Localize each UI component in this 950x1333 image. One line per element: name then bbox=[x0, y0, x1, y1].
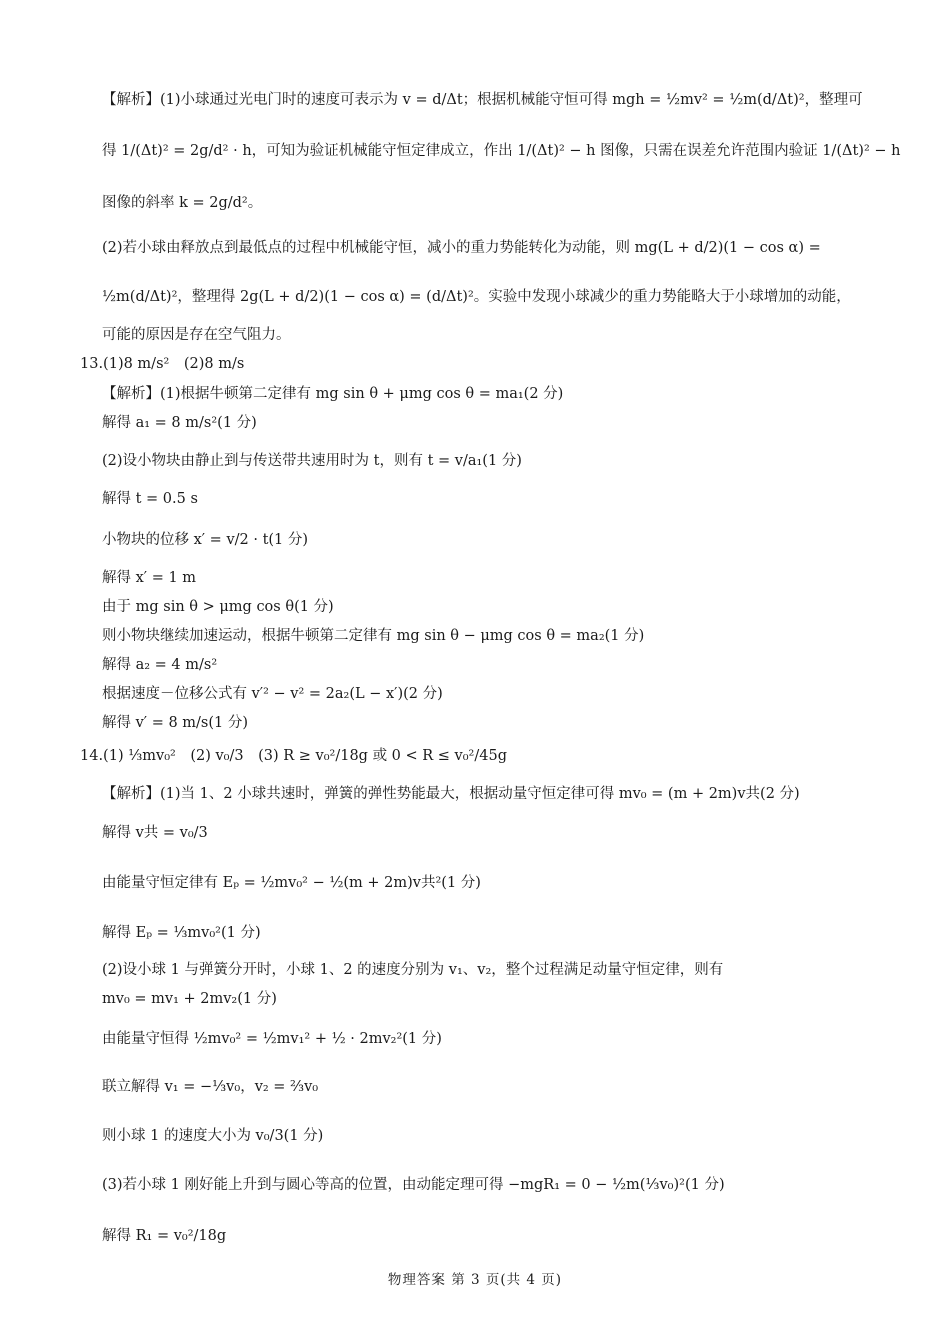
text-line: 图像的斜率 k = 2g/d²。 bbox=[102, 195, 263, 211]
text-line: 可能的原因是存在空气阻力。 bbox=[102, 327, 291, 343]
text-line: (2)若小球由释放点到最低点的过程中机械能守恒，减小的重力势能转化为动能，则 mg(L + d/2)(1 − cos α) = bbox=[102, 240, 821, 256]
text-line: 解得 x′ = 1 m bbox=[102, 570, 197, 586]
text-line: 由于 mg sin θ > μmg cos θ(1 分) bbox=[102, 599, 334, 615]
text-line: 根据速度－位移公式有 v′² − v² = 2a₂(L − x′)(2 分) bbox=[102, 686, 443, 702]
text-line: mv₀ = mv₁ + 2mv₂(1 分) bbox=[102, 991, 277, 1007]
text-line: 【解析】(1)当 1、2 小球共速时，弹簧的弹性势能最大，根据动量守恒定律可得 mv₀ = (m + 2m)v共(2 分) bbox=[102, 786, 800, 802]
text-line: 解得 t = 0.5 s bbox=[102, 491, 198, 507]
question-13-answer: 13.(1)8 m/s² (2)8 m/s bbox=[80, 356, 245, 372]
text-line: 联立解得 v₁ = −⅓v₀，v₂ = ⅔v₀ bbox=[102, 1079, 319, 1095]
text-line: 【解析】(1)小球通过光电门时的速度可表示为 v = d/Δt；根据机械能守恒可得 mgh = ½mv² = ½m(d/Δt)²，整理可 bbox=[102, 92, 863, 108]
question-14-answer: 14.(1) ⅓mv₀² (2) v₀/3 (3) R ≥ v₀²/18g 或 0 < R ≤ v₀²/45g bbox=[80, 748, 507, 764]
text-line: 得 1/(Δt)² = 2g/d² · h，可知为验证机械能守恒定律成立，作出 1/(Δt)² − h 图像，只需在误差允许范围内验证 1/(Δt)² − h bbox=[102, 143, 901, 159]
text-line: 解得 a₂ = 4 m/s² bbox=[102, 657, 218, 673]
text-line: 【解析】(1)根据牛顿第二定律有 mg sin θ + μmg cos θ = ma₁(2 分) bbox=[102, 386, 564, 402]
text-line: ½m(d/Δt)²，整理得 2g(L + d/2)(1 − cos α) = (d/Δt)²。实验中发现小球减少的重力势能略大于小球增加的动能， bbox=[102, 289, 851, 305]
text-line: 由能量守恒定律有 Eₚ = ½mv₀² − ½(m + 2m)v共²(1 分) bbox=[102, 875, 481, 891]
text-line: 解得 a₁ = 8 m/s²(1 分) bbox=[102, 415, 257, 431]
text-line: 则小物块继续加速运动，根据牛顿第二定律有 mg sin θ − μmg cos θ = ma₂(1 分) bbox=[102, 628, 645, 644]
text-line: 解得 R₁ = v₀²/18g bbox=[102, 1228, 227, 1244]
text-line: 则小球 1 的速度大小为 v₀/3(1 分) bbox=[102, 1128, 324, 1144]
text-line: 由能量守恒得 ½mv₀² = ½mv₁² + ½ · 2mv₂²(1 分) bbox=[102, 1031, 442, 1047]
text-line: (2)设小物块由静止到与传送带共速用时为 t，则有 t = v/a₁(1 分) bbox=[102, 453, 522, 469]
text-line: 小物块的位移 x′ = v/2 · t(1 分) bbox=[102, 532, 309, 548]
text-line: (2)设小球 1 与弹簧分开时，小球 1、2 的速度分别为 v₁、v₂，整个过程满足动量守恒定律，则有 bbox=[102, 962, 724, 978]
page-footer: 物理答案 第 3 页(共 4 页) bbox=[387, 1272, 563, 1288]
text-line: 解得 Eₚ = ⅓mv₀²(1 分) bbox=[102, 925, 261, 941]
text-line: (3)若小球 1 刚好能上升到与圆心等高的位置，由动能定理可得 −mgR₁ = 0 − ½m(⅓v₀)²(1 分) bbox=[102, 1177, 725, 1193]
text-line: 解得 v共 = v₀/3 bbox=[102, 825, 208, 841]
text-line: 解得 v′ = 8 m/s(1 分) bbox=[102, 715, 249, 731]
